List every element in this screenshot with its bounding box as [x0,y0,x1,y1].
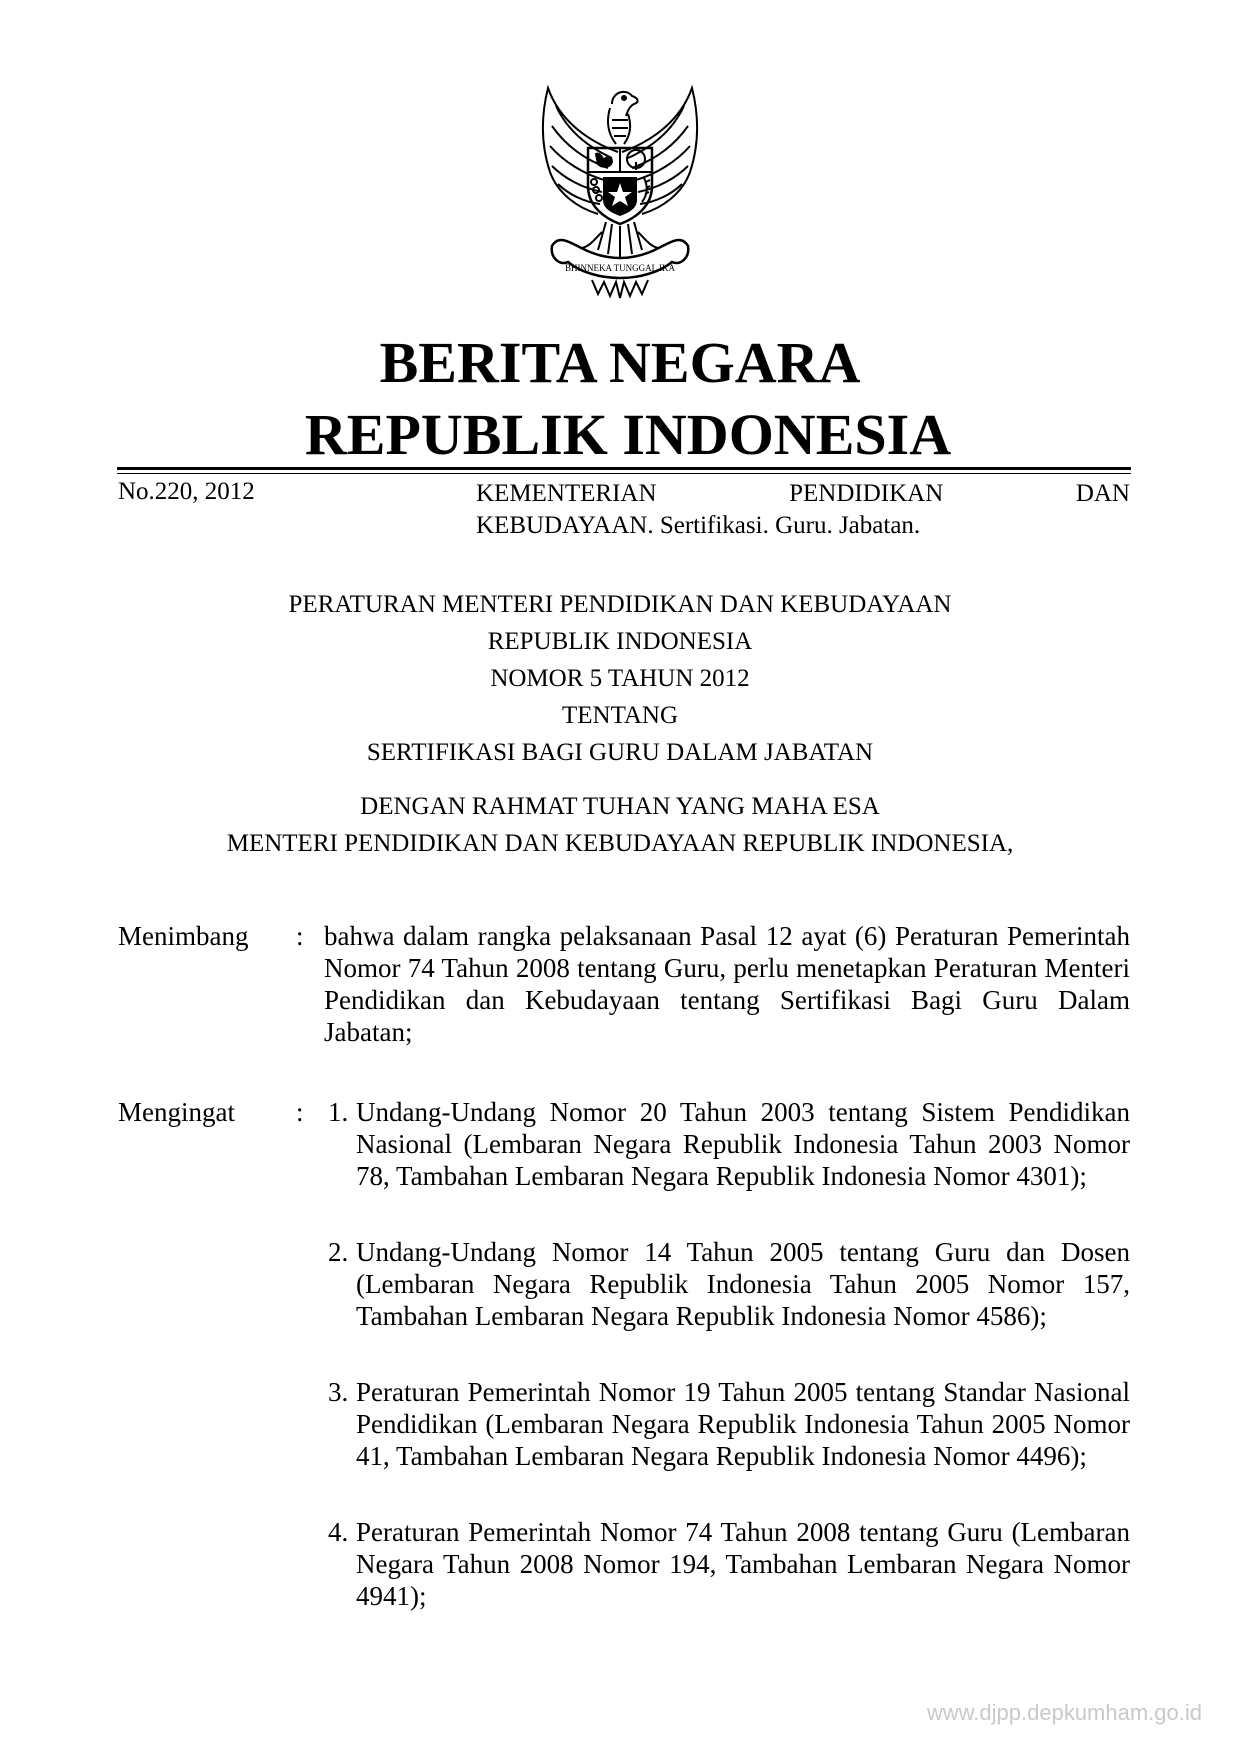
preamble-line: MENTERI PENDIDIKAN DAN KEBUDAYAAN REPUBLIK INDONESIA, [226,830,1014,857]
mengingat-item-text: Undang-Undang Nomor 14 Tahun 2005 tentang Guru dan Dosen (Lembaran Negara Republik Indonesia Tahun 2005 Nomor 157, Tambahan Lembaran Negara Republik Indonesia Nomor 4586); [356,1237,1130,1331]
mengingat-item-number: 3. [328,1377,349,1407]
gazette-subject [476,478,1130,542]
gazette-number: No.220, 2012 [118,478,255,505]
mengingat-item-number: 2. [328,1237,349,1267]
svg-text:BHINNEKA TUNGGAL IKA: BHINNEKA TUNGGAL IKA [565,263,675,273]
garuda-pancasila-emblem-icon [520,82,720,304]
gazette-subject-word: PENDIDIKAN [789,480,944,507]
gazette-subject-word: KEMENTERIAN [476,480,657,507]
mengingat-item-number: 4. [328,1517,349,1547]
regulation-title-line: PERATURAN MENTERI PENDIDIKAN DAN KEBUDAYAAN [288,591,952,618]
mengingat-colon: : [296,1097,304,1127]
masthead-subtitle: REPUBLIK INDONESIA [304,402,952,467]
menimbang-colon: : [296,921,304,951]
regulation-title [0,586,1240,771]
gazette-subject-line: KEBUDAYAAN. Sertifikasi. Guru. Jabatan. [476,512,921,539]
mengingat-item-text: Peraturan Pemerintah Nomor 74 Tahun 2008 tentang Guru (Lembaran Negara Tahun 2008 Nomor 194, Tambahan Lembaran Negara Nomor 4941); [356,1517,1130,1611]
masthead-rule-thick [117,467,1131,470]
mengingat-item-text: Undang-Undang Nomor 20 Tahun 2003 tentang Sistem Pendidikan Nasional (Lembaran Negara Republik Indonesia Tahun 2003 Nomor 78, Tambahan Lembaran Negara Republik Indonesia Nomor 4301); [356,1097,1130,1191]
regulation-title-line: SERTIFIKASI BAGI GURU DALAM JABATAN [366,739,874,766]
watermark-url: www.djpp.depkumham.go.id [926,1700,1202,1725]
mengingat-item-number: 1. [328,1097,349,1127]
mengingat-item-text: Peraturan Pemerintah Nomor 19 Tahun 2005 tentang Standar Nasional Pendidikan (Lembaran Negara Republik Indonesia Tahun 2005 Nomor 41, Tambahan Lembaran Negara Republik Indonesia Nomor 4496); [356,1377,1130,1471]
masthead-rule-thin [117,473,1131,474]
mengingat-label: Mengingat [118,1097,235,1127]
preamble [0,788,1240,862]
preamble-line: DENGAN RAHMAT TUHAN YANG MAHA ESA [360,793,880,820]
regulation-title-line: REPUBLIK INDONESIA [487,628,753,655]
masthead-title: BERITA NEGARA [379,330,861,395]
regulation-title-line: TENTANG [561,702,679,729]
regulation-title-line: NOMOR 5 TAHUN 2012 [490,665,750,692]
menimbang-label: Menimbang [118,921,249,951]
menimbang-text: bahwa dalam rangka pelaksanaan Pasal 12 ayat (6) Peraturan Pemerintah Nomor 74 Tahun 2008 tentang Guru, perlu menetapkan Peraturan Menteri Pendidikan dan Kebudayaan tentang Sertifikasi Bagi Guru Dalam Jabatan; [324,921,1130,1047]
gazette-subject-word: DAN [1075,480,1130,507]
